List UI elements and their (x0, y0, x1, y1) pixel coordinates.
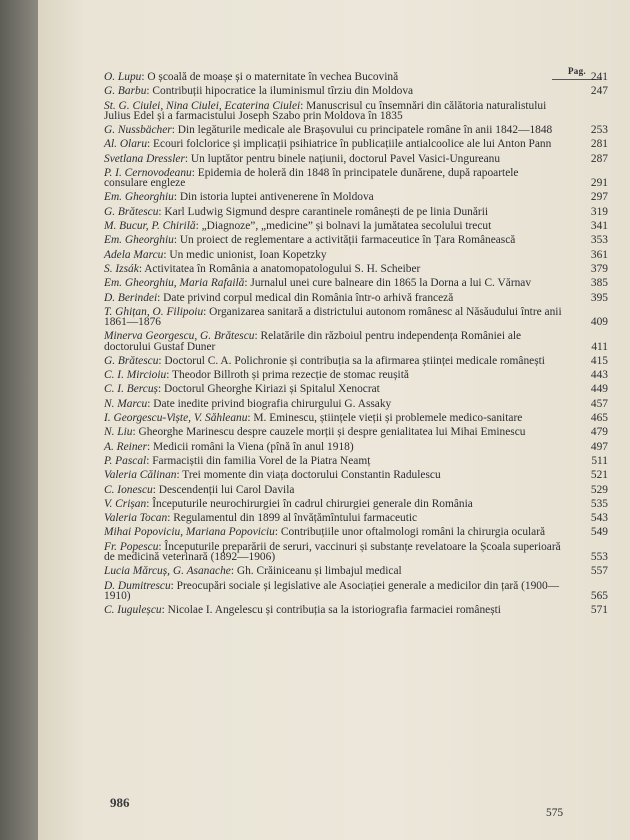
entry-page-number: 465 (590, 412, 608, 425)
entry-page-number: 511 (591, 454, 608, 467)
entry-page-number: 409 (590, 316, 608, 329)
entry-title: : M. Eminescu, științele vieții și problemele medico-sanitare (247, 412, 523, 425)
entry-page-number: 385 (590, 277, 608, 290)
toc-entry (104, 101, 608, 121)
entry-title: : Preocupări sociale și legislative ale Asociației generale a medicilor din țară (1900—1910) (104, 579, 560, 602)
entry-title: : Ecouri folclorice și implicații psihiatrice în publicațiile antialcoolice ale lui Anton Pann (147, 138, 552, 151)
entry-author: C. Iuguleșcu (104, 604, 162, 617)
entry-title: : Descendenții lui Carol Davila (152, 483, 295, 496)
entry-title: : Gh. Crăiniceanu și limbajul medical (230, 565, 402, 578)
entry-page-number: 479 (590, 426, 608, 439)
entry-title: : Date privind corpul medical din România într-o arhivă franceză (157, 291, 454, 304)
toc-entry (104, 86, 608, 96)
toc-entry (104, 139, 608, 149)
entry-page-number: 287 (590, 152, 608, 165)
folio-number: 986 (110, 795, 130, 810)
toc-entry (104, 331, 608, 351)
entry-author: Svetlana Dressler (104, 152, 185, 165)
book-spine-shadow (0, 0, 38, 840)
toc-entry (104, 399, 608, 409)
entry-title: : Trei momente din viața doctorului Constantin Radulescu (176, 469, 441, 482)
toc-entry (104, 427, 608, 437)
entry-author: Minerva Georgescu, G. Brătescu (104, 330, 255, 343)
entry-author: G. Nussbächer (104, 124, 172, 137)
entry-page-number: 253 (590, 124, 608, 137)
entry-title: : Un luptător pentru binele națiunii, doctorul Pavel Vasici-Ungureanu (184, 152, 501, 165)
page-column-header: Pag. (568, 66, 586, 76)
entry-title: : Începuturile neurochirurgiei în cadrul chirurgiei generale din România (146, 497, 473, 510)
entry-title: : Farmaciștii din familia Vorel de la Piatra Neamț (146, 454, 371, 467)
entry-page-number: 557 (590, 565, 608, 578)
toc-entry (104, 370, 608, 380)
final-page-number: 575 (546, 807, 564, 819)
entry-title: : Un medic unionist, Ioan Kopetzky (163, 248, 327, 261)
toc-entry (104, 307, 608, 327)
entry-page-number: 443 (590, 369, 608, 382)
entry-title: : Medicii români la Viena (pînă în anul 1918) (147, 440, 354, 453)
entry-page-number: 281 (590, 138, 608, 151)
entry-title: : Contribuțiile unor oftalmologi români la chirurgia oculară (274, 526, 546, 539)
entry-author: D. Berindei (104, 291, 158, 304)
toc-entry (104, 293, 608, 303)
toc-entry (104, 250, 608, 260)
toc-entry (104, 499, 608, 509)
toc-entry (104, 581, 608, 601)
toc-entry (104, 527, 608, 537)
entry-author: N. Marcu (104, 397, 148, 410)
entry-author: Fr. Popescu (104, 540, 159, 553)
entry-page-number: 535 (590, 497, 608, 510)
entry-title: : Contribuții hipocratice la iluminismul tîrziu din Moldova (146, 85, 414, 98)
entry-author: G. Brătescu (104, 205, 159, 218)
toc-entry (104, 356, 608, 366)
entry-author: T. Ghițan, O. Filipoiu (104, 305, 204, 318)
toc-entry (104, 442, 608, 452)
entry-title: : Doctorul Gheorghe Kiriazi și Spitalul Xenocrat (158, 383, 380, 396)
entry-title: : „Diagnoze”, „medicine” și bolnavi la jumătatea secolului trecut (195, 220, 492, 233)
entry-page-number: 291 (590, 177, 608, 190)
entry-page-number: 415 (590, 354, 608, 367)
table-of-contents (104, 72, 608, 619)
entry-page-number: 341 (590, 220, 608, 233)
entry-title: : Doctorul C. A. Polichronie și contribuția sa la afirmarea științei medicale românești (158, 354, 545, 367)
entry-author: D. Dumitrescu (104, 579, 171, 592)
entry-author: O. Lupu (104, 71, 142, 83)
entry-page-number: 521 (590, 469, 608, 482)
entry-author: S. Izsák (104, 262, 139, 275)
entry-page-number: 241 (590, 71, 608, 83)
toc-entry (104, 207, 608, 217)
entry-title: : Theodor Billroth și prima rezecție de stomac reușită (166, 369, 409, 382)
entry-page-number: 319 (590, 205, 608, 218)
entry-page-number: 457 (590, 397, 608, 410)
entry-title: : Organizarea sanitară a districtului autonom românesc al Năsăudului între anii 1861—1876 (104, 305, 562, 329)
entry-title: : Activitatea în România a anatomopatologului S. H. Scheiber (138, 262, 421, 275)
entry-title: : Din legăturile medicale ale Brașovului cu principatele române în anii 1842—1848 (171, 124, 553, 137)
entry-page-number: 395 (590, 291, 608, 304)
entry-page-number: 553 (590, 550, 608, 563)
toc-entry (104, 485, 608, 495)
entry-title: : Gheorghe Marinescu despre cauzele morții și despre genialitatea lui Mihai Eminescu (132, 426, 526, 439)
entry-author: N. Liu (104, 426, 133, 439)
toc-entry (104, 384, 608, 394)
toc-entry (104, 72, 608, 82)
toc-entry (104, 542, 608, 562)
entry-author: Em. Gheorghiu (104, 234, 174, 247)
toc-entry (104, 125, 608, 135)
toc-entry (104, 413, 608, 423)
entry-author: V. Crișan (104, 497, 147, 510)
entry-author: St. G. Ciulei, Nina Ciulei, Ecaterina Ciulei (104, 99, 301, 112)
entry-title: : Regulamentul din 1899 al învățămîntului farmaceutic (167, 512, 418, 525)
entry-page-number: 529 (590, 483, 608, 496)
entry-title: : Un proiect de reglementare a activității farmaceutice în Țara Românească (173, 234, 516, 247)
entry-author: A. Reiner (104, 440, 148, 453)
entry-author: Adela Marcu (104, 248, 164, 261)
entry-author: Valeria Tocan (104, 512, 168, 525)
toc-entry (104, 566, 608, 576)
entry-page-number: 247 (590, 85, 608, 98)
entry-title: : Din istoria luptei antivenerene în Moldova (173, 191, 374, 204)
entry-title: : Jurnalul unei cure balneare din 1865 la Dorna a lui C. Vărnav (244, 277, 532, 290)
entry-page-number: 571 (590, 604, 608, 617)
entry-author: Em. Gheorghiu (104, 191, 174, 204)
entry-author: Lucia Mărcuș, G. Asanache (104, 565, 231, 578)
entry-title: : Manuscrisul cu însemnări din călătoria naturalistului Julius Edel și a farmacistului Joseph Szabo prin Moldova în 1835 (104, 99, 547, 122)
entry-page-number: 353 (590, 234, 608, 247)
entry-page-number: 543 (590, 512, 608, 525)
toc-entry (104, 235, 608, 245)
entry-page-number: 379 (590, 262, 608, 275)
toc-entry (104, 154, 608, 164)
entry-title: : Începuturile preparării de seruri, vaccinuri și substanțe revelatoare la Școala superioară de medicină veterinară (1892—1906) (104, 540, 561, 563)
entry-author: C. Ionescu (104, 483, 153, 496)
entry-title: : Relatările din războiul pentru independența României ale doctorului Gustaf Duner (104, 330, 522, 353)
entry-author: M. Bucur, P. Chirilă (104, 220, 196, 233)
book-page (38, 0, 630, 840)
entry-author: Mihai Popoviciu, Mariana Popoviciu (104, 526, 275, 539)
toc-entry (104, 192, 608, 202)
entry-title: : Epidemia de holeră din 1848 în principatele dunărene, după rapoartele consulare engleze (104, 166, 519, 190)
entry-page-number: 449 (590, 383, 608, 396)
entry-page-number: 497 (590, 440, 608, 453)
entry-author: I. Georgescu-Viște, V. Săhleanu (104, 412, 248, 425)
entry-page-number: 297 (590, 191, 608, 204)
entry-author: G. Barbu (104, 85, 147, 98)
entry-page-number: 565 (590, 589, 608, 602)
entry-author: P. Pascal (104, 454, 147, 467)
toc-entry (104, 278, 608, 288)
toc-entry (104, 513, 608, 523)
entry-author: C. I. Bercuș (104, 383, 158, 396)
entry-page-number: 549 (590, 526, 608, 539)
entry-page-number: 361 (590, 248, 608, 261)
entry-title: : Nicolae I. Angelescu și contribuția sa la istoriografia farmaciei românești (161, 604, 501, 617)
entry-author: G. Brătescu (104, 354, 159, 367)
toc-entry (104, 456, 608, 466)
entry-title: : Date inedite privind biografia chirurgului G. Assaky (147, 397, 392, 410)
entry-title: : O școală de moașe și o maternitate în vechea Bucovină (141, 71, 399, 83)
toc-entry (104, 605, 608, 615)
toc-entry (104, 168, 608, 188)
entry-author: P. I. Cernovodeanu (104, 166, 192, 179)
entry-author: C. I. Mircioiu (104, 369, 167, 382)
entry-author: Em. Gheorghiu, Maria Rafailă (104, 277, 245, 290)
entry-page-number: 411 (591, 340, 608, 353)
entry-author: Al. Olaru (104, 138, 148, 151)
toc-entry (104, 264, 608, 274)
toc-entry (104, 221, 608, 231)
toc-entry (104, 470, 608, 480)
entry-title: : Karl Ludwig Sigmund despre carantinele românești de pe linia Dunării (158, 205, 489, 218)
entry-author: Valeria Călinan (104, 469, 177, 482)
